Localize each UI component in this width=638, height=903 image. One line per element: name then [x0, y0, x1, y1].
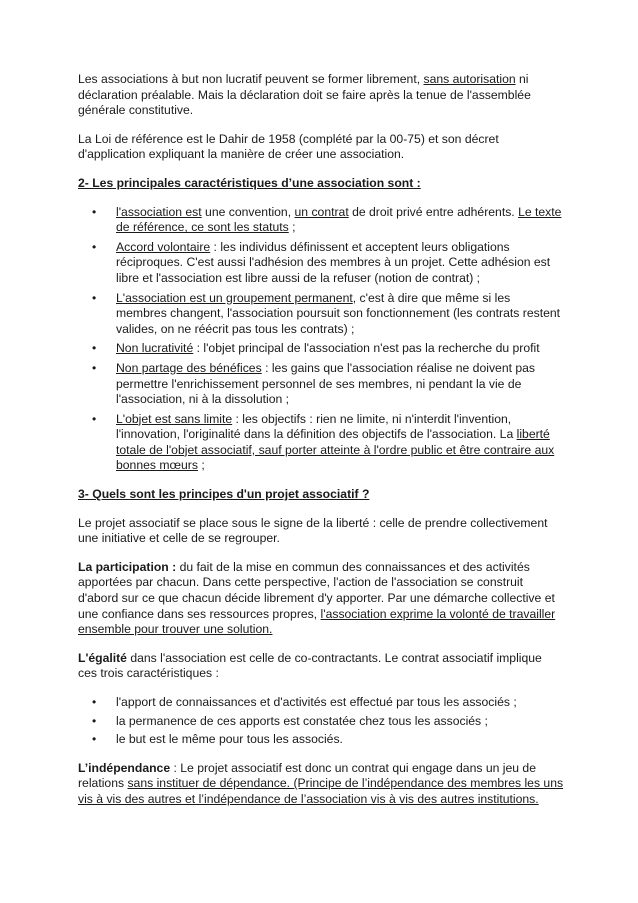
egalite-list: [78, 695, 564, 748]
participation-label: La participation :: [78, 559, 177, 574]
list-item: • Non lucrativité : l'objet principal de l'association n'est pas la recherche du profit: [116, 341, 564, 357]
intro-underlined-phrase: sans autorisation: [423, 72, 516, 86]
list-item: • la permanence de ces apports est constatée chez tous les associés ;: [116, 714, 564, 730]
section-2-heading: 2- Les principales caractéristiques d’une association sont :: [78, 175, 421, 190]
section-3-heading: 3- Quels sont les principes d'un projet associatif ?: [78, 487, 370, 502]
section-3-intro: Le projet associatif se place sous le signe de la liberté : celle de prendre collectivement une initiative et celle de se regrouper.: [78, 515, 548, 546]
independance-label: L’indépendance: [78, 760, 171, 775]
characteristics-list: [78, 205, 564, 475]
list-item: • l'association est une convention, un contrat de droit privé entre adhérents. Le texte de référence, ce sont les statuts ;: [116, 205, 564, 236]
egalite-label: L'égalité: [78, 650, 127, 665]
independance-paragraph: L’indépendance : Le projet associatif est donc un contrat qui engage dans un jeu de relations sans instituer de dépendance. (Principe de l’indépendance des membres les uns vis à vis des autres et l’indépendance de l’association vis à vis des autres institutions.: [78, 760, 564, 806]
list-item: • L'association est un groupement permanent, c'est à dire que même si les membres changent, l'association poursuit son fonctionnement (les contrats restent valides, on ne réécrit pas tous les contrats) ;: [116, 291, 564, 338]
list-item: • Accord volontaire : les individus définissent et acceptent leurs obligations réciproques. C'est aussi l'adhésion des membres à un projet. Cette adhésion est libre et l'association est libre aussi de la refuser (notion de contrat) ;: [116, 240, 564, 287]
participation-paragraph: La participation : du fait de la mise en commun des connaissances et des activités apportées par chacun. Dans cette perspective, l'action de l'association se construit d'abord sur ce que chacun décide librement d'y apporter. Par une démarche collective et une confiance dans ses ressources propres, l'association exprime la volonté de travailler ensemble pour trouver une solution.: [78, 559, 556, 637]
list-item: • Non partage des bénéfices : les gains que l'association réalise ne doivent pas permettre l'enrichissement personnel de ses membres, ni pendant la vie de l'association, ni à la dissolution ;: [116, 361, 564, 408]
list-item: • le but est le même pour tous les associés.: [116, 732, 564, 748]
egalite-paragraph: L'égalité dans l'association est celle de co-contractants. Le contrat associatif implique ces trois caractéristiques :: [78, 650, 542, 681]
intro-paragraph-1: Les associations à but non lucratif peuvent se former librement, sans autorisation ni déclaration préalable. Mais la déclaration doit se faire après la tenue de l'assemblée générale constitutive.: [78, 72, 531, 118]
intro-paragraph-2: La Loi de référence est le Dahir de 1958 (complété par la 00-75) et son décret d'application expliquant la manière de créer une association.: [78, 131, 499, 162]
list-item: • L'objet est sans limite : les objectifs : rien ne limite, ni n'interdit l'invention, l'innovation, l'originalité dans la définition des objectifs de l'association. La liberté totale de l'objet associatif, sauf porter atteinte à l'ordre public et être contraire aux bonnes mœurs ;: [116, 412, 564, 474]
list-item: • l'apport de connaissances et d'activités est effectué par tous les associés ;: [116, 695, 564, 711]
